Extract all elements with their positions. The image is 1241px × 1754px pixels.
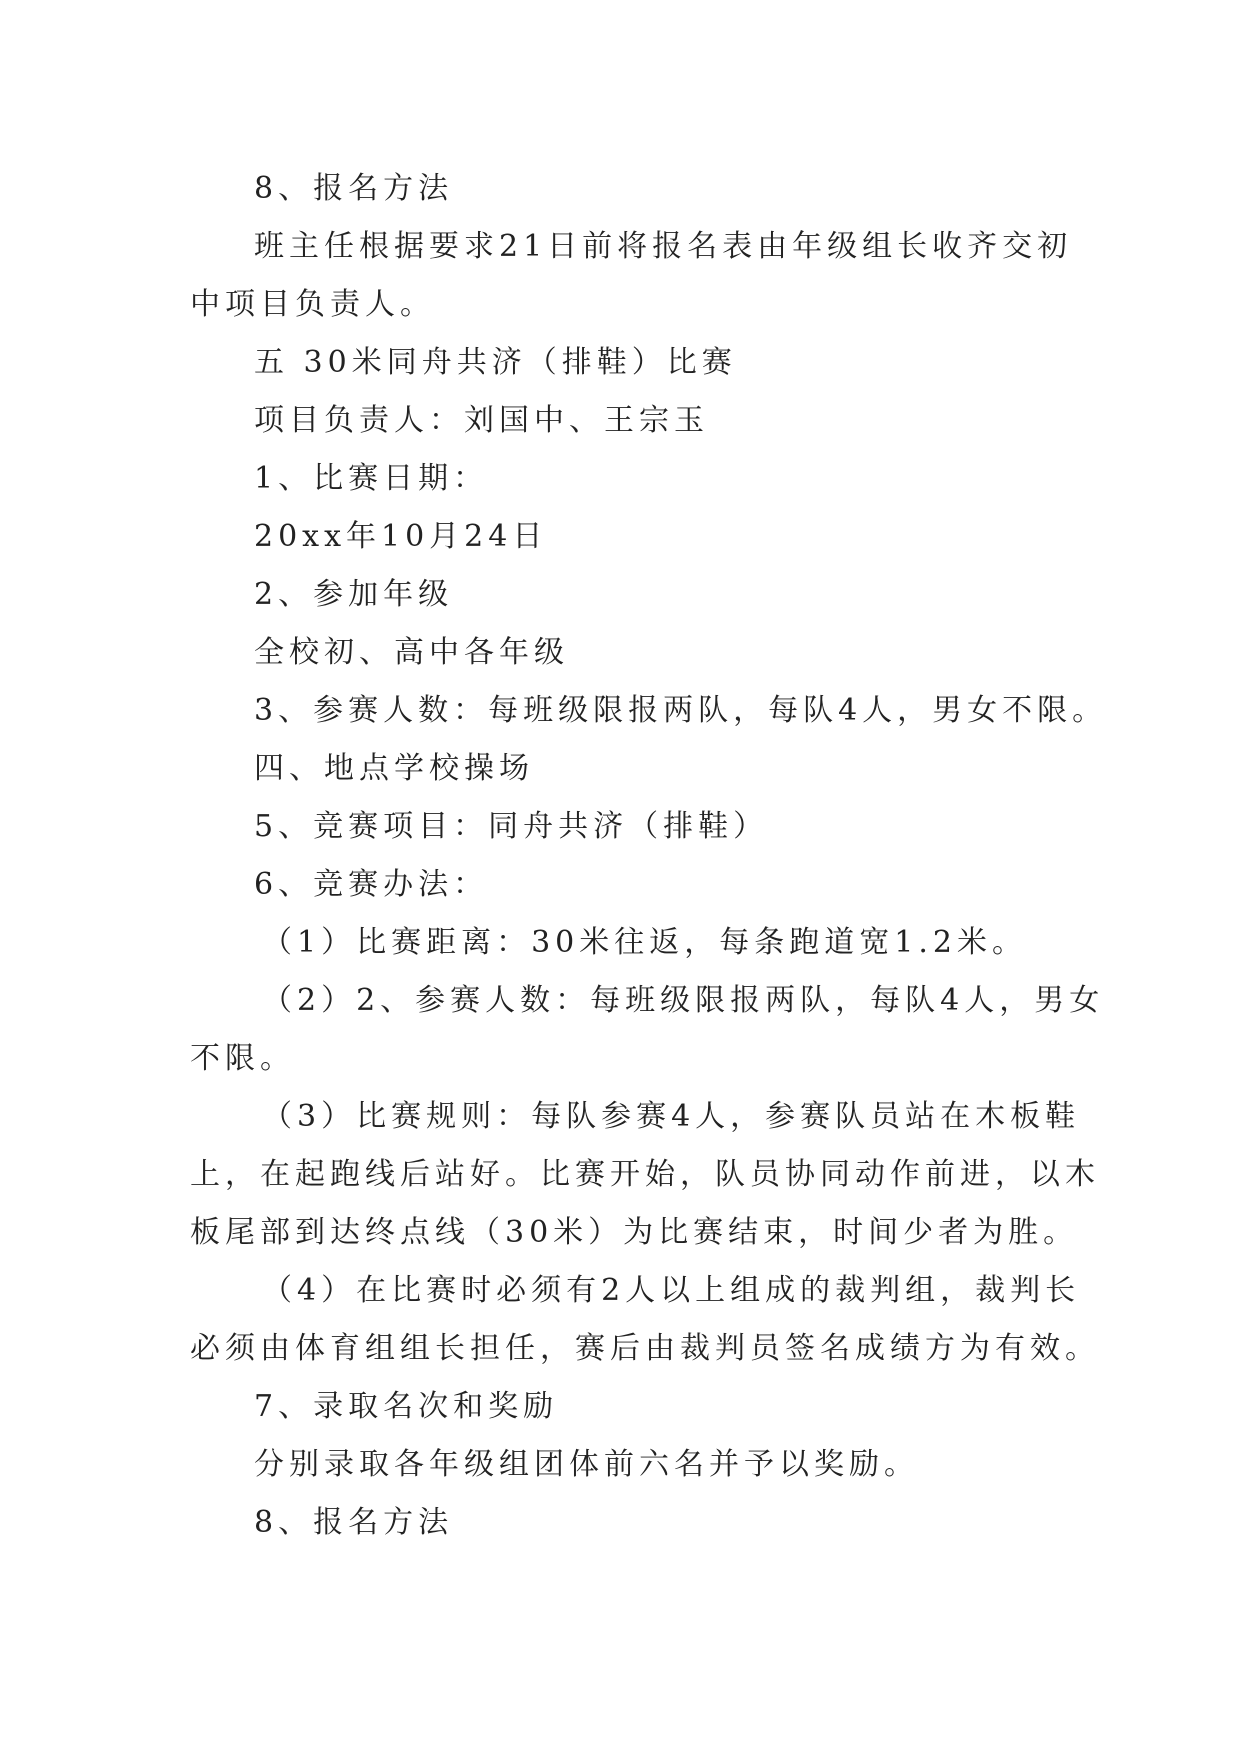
section-heading: 五 30米同舟共济（排鞋）比赛 bbox=[254, 345, 737, 380]
paragraph-line: 中项目负责人。 bbox=[190, 287, 435, 322]
list-item-continuation: 板尾部到达终点线（30米）为比赛结束，时间少者为胜。 bbox=[190, 1215, 1079, 1250]
paragraph-line: 分别录取各年级组团体前六名并予以奖励。 bbox=[254, 1447, 919, 1482]
section-heading: 6、竞赛办法： bbox=[254, 867, 489, 902]
paragraph-line: 20xx年10月24日 bbox=[254, 519, 548, 554]
list-item-continuation: 上，在起跑线后站好。比赛开始，队员协同动作前进，以木 bbox=[190, 1157, 1100, 1192]
list-item: （3）比赛规则：每队参赛4人，参赛队员站在木板鞋 bbox=[262, 1099, 1081, 1134]
section-heading: 8、报名方法 bbox=[254, 1505, 454, 1540]
list-item-continuation: 不限。 bbox=[190, 1041, 295, 1076]
list-item: （1）比赛距离：30米往返，每条跑道宽1.2米。 bbox=[262, 925, 1027, 960]
paragraph-line: 3、参赛人数：每班级限报两队，每队4人，男女不限。 bbox=[254, 693, 1108, 728]
paragraph-line: 全校初、高中各年级 bbox=[254, 635, 569, 670]
section-heading: 1、比赛日期： bbox=[254, 461, 489, 496]
paragraph-line: 项目负责人：刘国中、王宗玉 bbox=[254, 403, 709, 438]
section-heading: 8、报名方法 bbox=[254, 171, 454, 206]
list-item: （2）2、参赛人数：每班级限报两队，每队4人，男女 bbox=[262, 983, 1105, 1018]
list-item: （4）在比赛时必须有2人以上组成的裁判组，裁判长 bbox=[262, 1273, 1081, 1308]
section-heading: 7、录取名次和奖励 bbox=[254, 1389, 559, 1424]
section-heading: 2、参加年级 bbox=[254, 577, 454, 612]
list-item-continuation: 必须由体育组组长担任，赛后由裁判员签名成绩方为有效。 bbox=[190, 1331, 1100, 1366]
paragraph-line: 班主任根据要求21日前将报名表由年级组长收齐交初 bbox=[254, 229, 1073, 264]
document-body bbox=[190, 160, 1108, 1552]
paragraph-line: 5、竞赛项目：同舟共济（排鞋） bbox=[254, 809, 769, 844]
section-heading: 四、地点学校操场 bbox=[254, 751, 534, 786]
